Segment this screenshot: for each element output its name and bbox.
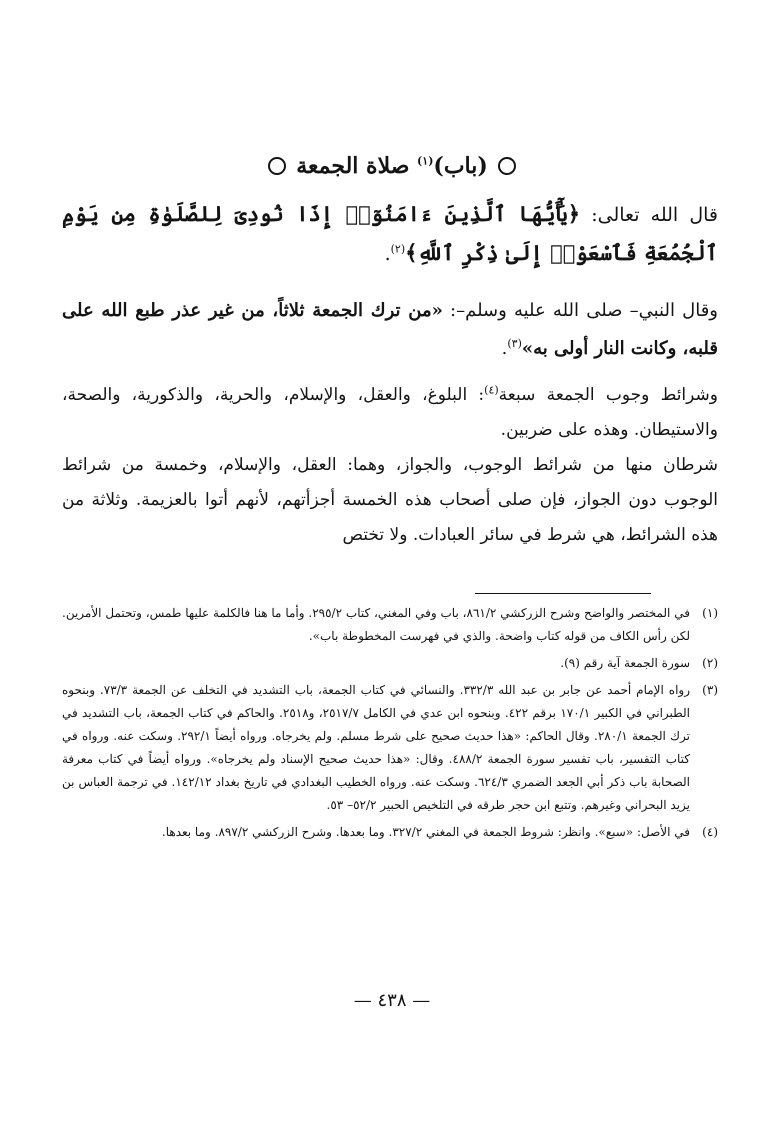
footnote-number: (٤)	[702, 825, 718, 839]
sentence-end: .	[501, 338, 508, 359]
footnote	[62, 679, 718, 817]
chapter-heading	[296, 151, 488, 181]
quran-verse: ﴿يَٰٓأَيُّهَا ٱلَّذِينَ ءَامَنُوٓا۟ إِذَا نُودِىَ لِلصَّلَوٰةِ مِن يَوْمِ ٱلْجُمُعَةِ فَٱسْعَوْا۟ إِلَىٰ ذِكْرِ ٱللَّهِ﴾	[62, 201, 718, 265]
hadith-intro: وقال النبي– صلى الله عليه وسلم–:	[442, 300, 718, 321]
footnote-number: (١)	[702, 606, 718, 620]
footnote-text: رواه الإمام أحمد عن جابر بن عبد الله ٣٣٢/٣. والنسائي في كتاب الجمعة، باب التشديد في التخلف عن الجمعة ٧٣/٣. وبنحوه الطبراني في الكبير ١٧٠/١ برقم ٤٢٢. وبنحوه ابن عدي في الكامل ٢٥١٧/٧، و٢٥١٨. والحاكم في كتاب الجمعة، باب التشديد في ترك الجمعة ٢٨٠/١. وقال الحاكم: «هذا حديث صحيح على شرط مسلم. ولم يخرجاه. ورواه أيضاً ٢٩٢/١. وسكت عنه. ورواه في كتاب التفسير، باب تفسير سورة الجمعة ٤٨٨/٢. وقال: «هذا حديث صحيح الإسناد ولم يخرجاه». ورواه أيضاً في كتاب معرفة الصحابة باب ذكر أبي الجعد الضمري ٦٢٤/٣. وسكت عنه. ورواه الخطيب البغدادي في تاريخ بغداد ١٤٢/١٢. في ترجمة العباس بن يزيد البحراني وغيرهم. وتتبع ابن حجر طرقه في التلخيص الحبير ٥٢/٢– ٥٣.	[62, 683, 691, 812]
footnote-separator	[475, 593, 651, 594]
footnote-text: في الأصل: «سبع». وانظر: شروط الجمعة في المغني ٣٢٧/٢. وما بعدها. وشرح الزركشي ٨٩٧/٢. وما بعدها.	[161, 825, 690, 839]
footnote-marker: (١)	[417, 154, 434, 168]
footnote-text: في المختصر والواضح وشرح الزركشي ٨٦١/٢، باب وفي المغني، كتاب ٢٩٥/٢. وأما ما هنا فالكلمة عليها طمس، وتحتمل الأمرين. لكن رأس الكاف من قوله كتاب واضحة. والذي في فهرست المخطوطة باب».	[62, 606, 690, 643]
conditions-paragraph	[62, 378, 718, 553]
circle-ornament-icon	[268, 157, 286, 175]
conditions-list: : البلوغ، والعقل، والإسلام، والحرية، والذكورية، والصحة، والاستيطان. وهذه على ضربين.	[62, 385, 718, 440]
page-number: — ٤٣٨ —	[353, 990, 431, 1011]
chapter-title	[0, 150, 784, 181]
conditions-detail: شرطان منها من شرائط الوجوب، والجواز، وهما: العقل، والإسلام، وخمسة من شرائط الوجوب دون الجواز، فإن صلى أصحاب هذه الخمسة أجزأتهم، لأنهم أتوا بالعزيمة. وثلاثة من هذه الشرائط، هي شرط في سائر العبادات. ولا تختص	[62, 455, 718, 545]
footnote-marker: (٢)	[390, 242, 406, 256]
quran-intro: قال الله تعالى:	[580, 204, 719, 226]
hadith-text: «من ترك الجمعة ثلاثاً، من غير عذر طبع الله على قلبه، وكانت النار أولى به»	[62, 300, 718, 359]
footnote-text: سورة الجمعة آية رقم (٩).	[560, 656, 690, 670]
footnotes	[62, 602, 718, 848]
conditions-lead: وشرائط وجوب الجمعة سبعة	[498, 385, 718, 405]
footnote	[62, 652, 718, 675]
chapter-name: صلاة الجمعة	[296, 153, 410, 179]
sentence-end: .	[384, 243, 391, 265]
footnote-marker: (٤)	[484, 383, 499, 397]
hadith-paragraph	[62, 292, 718, 368]
footnote	[62, 602, 718, 648]
chapter-prefix: (باب)	[433, 153, 488, 179]
circle-ornament-icon	[498, 157, 516, 175]
footnote-number: (٣)	[702, 683, 718, 697]
footnote	[62, 821, 718, 844]
footnote-marker: (٣)	[507, 337, 522, 350]
quran-paragraph	[62, 195, 718, 273]
footnote-number: (٢)	[702, 656, 718, 670]
